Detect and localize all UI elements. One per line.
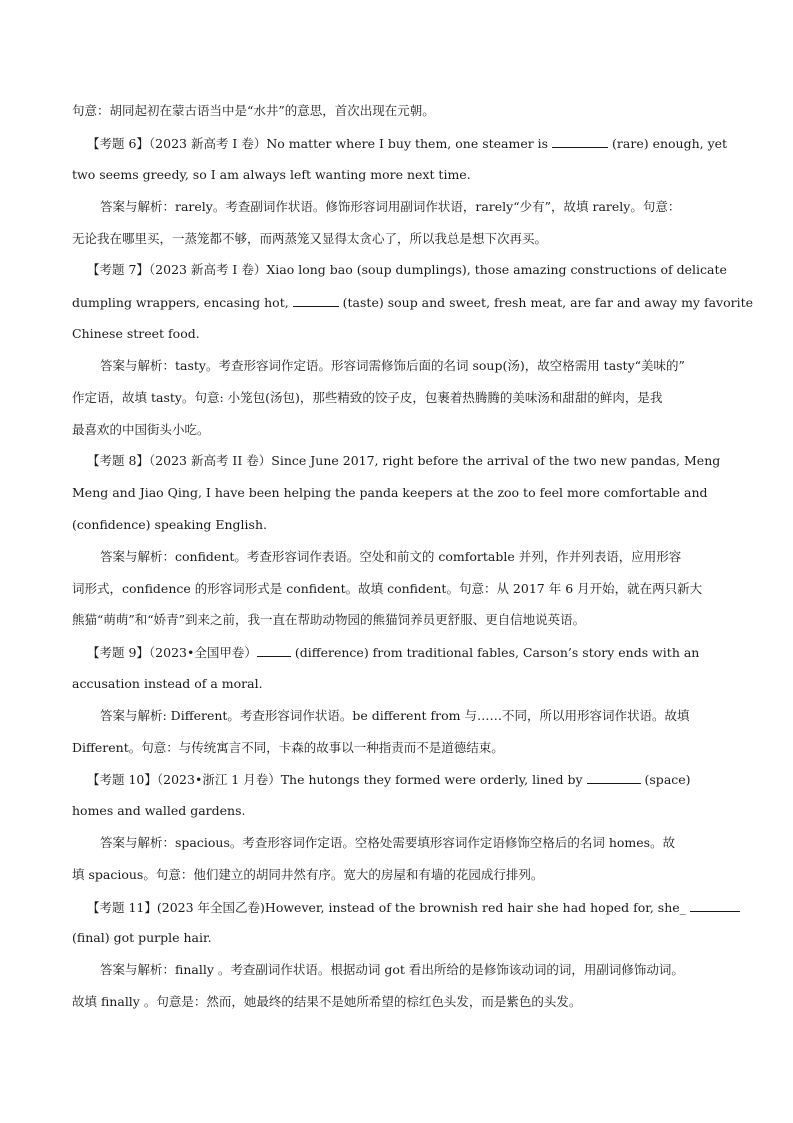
question-10-line	[87, 771, 691, 788]
question-11-text: 【考题 11】(2023 年全国乙卷)However, instead of the brownish red hair she had hoped for, she_	[87, 900, 690, 915]
question-9-hint: (difference) from traditional fables, Carson’s story ends with an	[290, 645, 700, 660]
question-11-cont: (final) got purple hair.	[72, 930, 212, 945]
question-7-hint: (taste) soup and sweet, fresh meat, are far and away my favorite	[338, 295, 754, 310]
answer-8-cont: 词形式，confidence 的形容词形式是 confident。故填 confident。句意：从 2017 年 6 月开始，就在两只新大	[72, 581, 703, 596]
answer-11-cont: 故填 finally 。句意是：然而，她最终的结果不是她所希望的棕红色头发，而是紫色的头发。	[72, 994, 582, 1009]
question-10-cont: homes and walled gardens.	[72, 803, 246, 818]
answer-7-line: 答案与解析：tasty。考查形容词作定语。形容词需修饰后面的名词 soup(汤)，故空格需用 tasty“美味的”	[100, 358, 685, 373]
question-9-line	[87, 644, 699, 661]
question-7-line: 【考题 7】（2023 新高考 I 卷）Xiao long bao (soup dumplings), those amazing constructions of delicate	[87, 262, 727, 277]
answer-8-cont2: 熊猫“萌萌”和“娇青”到来之前，我一直在帮助动物园的熊猫饲养员更舒服、更自信地说英语。	[72, 612, 586, 627]
question-7-cont	[72, 294, 753, 311]
answer-blank	[587, 771, 641, 784]
question-8-cont: Meng and Jiao Qing, I have been helping the panda keepers at the zoo to feel more comfortable and	[72, 485, 708, 500]
translation-line: 句意：胡同起初在蒙古语当中是“水井”的意思，首次出现在元朝。	[72, 103, 435, 118]
question-9-cont: accusation instead of a moral.	[72, 676, 263, 691]
answer-blank	[690, 899, 740, 912]
question-8-line: 【考题 8】（2023 新高考 II 卷）Since June 2017, right before the arrival of the two new pandas, Meng	[87, 453, 721, 468]
question-8-cont2: (confidence) speaking English.	[72, 517, 267, 532]
answer-6-line: 答案与解析：rarely。考查副词作状语。修饰形容词用副词作状语，rarely“少有”，故填 rarely。句意：	[100, 199, 681, 214]
question-7-text: dumpling wrappers, encasing hot,	[72, 295, 293, 310]
question-6-line	[87, 135, 727, 152]
question-6-cont: two seems greedy, so I am always left wanting more next time.	[72, 167, 471, 182]
answer-7-cont2: 最喜欢的中国街头小吃。	[72, 422, 210, 437]
answer-blank	[257, 644, 291, 657]
answer-9-cont: Different。句意：与传统寓言不同，卡森的故事以一种指责而不是道德结束。	[72, 740, 504, 755]
answer-7-cont: 作定语，故填 tasty。句意: 小笼包(汤包)，那些精致的饺子皮，包裹着热腾腾的美味汤和甜甜的鲜肉，是我	[72, 390, 663, 405]
answer-blank	[552, 135, 608, 148]
answer-6-cont: 无论我在哪里买，一蒸笼都不够，而两蒸笼又显得太贪心了，所以我总是想下次再买。	[72, 231, 548, 246]
question-6-hint: (rare) enough, yet	[608, 136, 728, 151]
question-9-text: 【考题 9】（2023•全国甲卷）	[87, 645, 257, 660]
answer-8-line: 答案与解析：confident。考查形容词作表语。空处和前文的 comfortable 并列，作并列表语，应用形容	[100, 549, 682, 564]
question-11-line	[87, 899, 740, 916]
answer-10-line: 答案与解析：spacious。考查形容词作定语。空格处需要填形容词作定语修饰空格后的名词 homes。故	[100, 835, 676, 850]
answer-9-line: 答案与解析: Different。考查形容词作状语。be different from 与……不同，所以用形容词作状语。故填	[100, 708, 690, 723]
question-10-text: 【考题 10】（2023•浙江 1 月卷）The hutongs they formed were orderly, lined by	[87, 772, 587, 787]
question-10-hint: (space)	[640, 772, 691, 787]
question-7-cont2: Chinese street food.	[72, 326, 200, 341]
answer-blank	[293, 294, 339, 307]
answer-10-cont: 填 spacious。句意：他们建立的胡同井然有序。宽大的房屋和有墙的花园成行排列。	[72, 867, 544, 882]
answer-11-line: 答案与解析：finally 。考查副词作状语。根据动词 got 看出所给的是修饰该动词的词，用副词修饰动词。	[100, 962, 684, 977]
question-6-text: 【考题 6】（2023 新高考 I 卷）No matter where I buy them, one steamer is	[87, 136, 553, 151]
